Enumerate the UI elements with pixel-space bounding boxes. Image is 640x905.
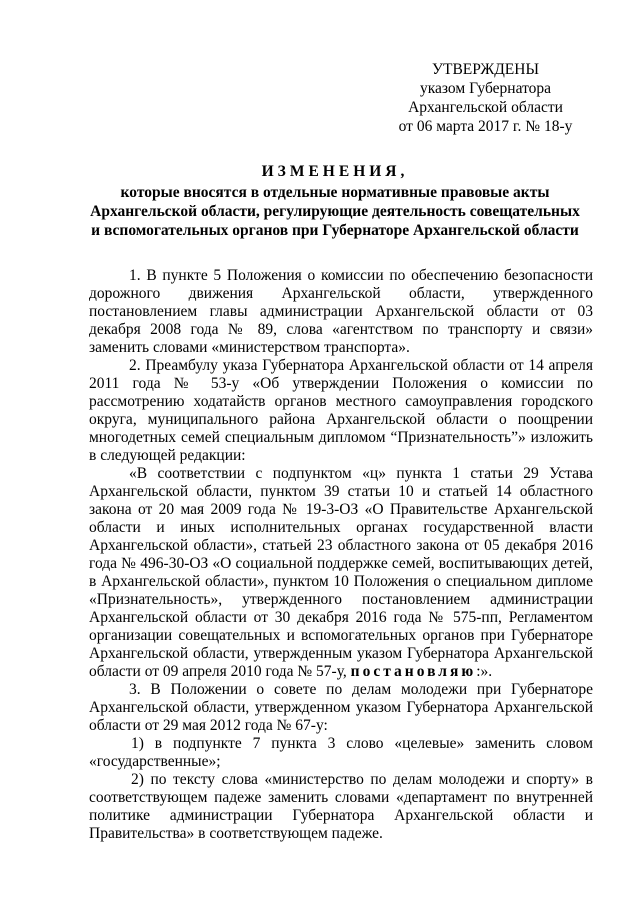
document-body [89,267,593,843]
approval-date: от 06 марта 2017 г. № 18-у [398,118,573,135]
approval-line: указом Губернатора [419,80,552,97]
document-title [80,162,590,240]
approval-stamp [378,60,593,136]
subparagraph-3-2: 2) по тексту слова «министерство по делам молодежи и спорту» в соответствующем падеже заменить словами «департамент по внутренней политике администрации Губернатора Архангельской области и Правительства» в соответствующем падеже. [89,771,593,842]
decree-word: постановляю [350,663,477,680]
title-heading: ИЗМЕНЕНИЯ, [261,163,409,180]
subparagraph-3-1: 1) в подпункте 7 пункта 3 слово «целевые» заменить словом «государственные»; [89,735,593,770]
paragraph-1: 1. В пункте 5 Положения о комиссии по обеспечению безопасности дорожного движения Архангельской области, утвержденного постановлением главы администрации Архангельской области от 03 декабря 2008 года № 89, слова «агентством по транспорту и связи» заменить словами «министерством транспорта». [89,267,593,356]
paragraph-2-quote [89,465,593,681]
title-line: и вспомогательных органов при Губернаторе Архангельской области [91,222,579,239]
quote-end: :». [476,663,493,680]
title-line: которые вносятся в отдельные нормативные правовые акты [120,184,550,201]
title-line: Архангельской области, регулирующие деятельность совещательных [90,203,580,220]
paragraph-3: 3. В Положении о совете по делам молодежи при Губернаторе Архангельской области, утвержденном указом Губернатора Архангельской области от 29 мая 2012 года № 67-у: [89,681,593,734]
approval-line: Архангельской области [408,99,563,116]
quote-text: «В соответствии с подпунктом «ц» пункта 1 статьи 29 Устава Архангельской области, пунктом 39 статьи 10 и статьей 14 областного закона от 20 мая 2009 года № 19-3-ОЗ «О Правительстве Архангельской области и иных исполнительных органах государственной власти Архангельской области», статьей 23 областного закона от 05 декабря 2016 года № 496-30-ОЗ «О социальной поддержке семей, воспитывающих детей, в Архангельской области», пунктом 10 Положения о специальном дипломе «Признательность», утвержденного постановлением администрации Архангельской области от 30 декабря 2016 года № 575-пп, Регламентом организации совещательных и вспомогательных органов при Губернаторе Архангельской области, утвержденным указом Губернатора Архангельской области от 09 апреля 2010 года № 57-у, [89,465,593,680]
approval-heading: УТВЕРЖДЕНЫ [432,61,539,78]
paragraph-2: 2. Преамбулу указа Губернатора Архангельской области от 14 апреля 2011 года № 53-у «Об утверждении Положения о комиссии по рассмотрению ходатайств органов местного самоуправления городского округа, муниципального района Архангельской области о поощрении многодетных семей специальным дипломом “Признательность”» изложить в следующей редакции: [89,357,593,464]
